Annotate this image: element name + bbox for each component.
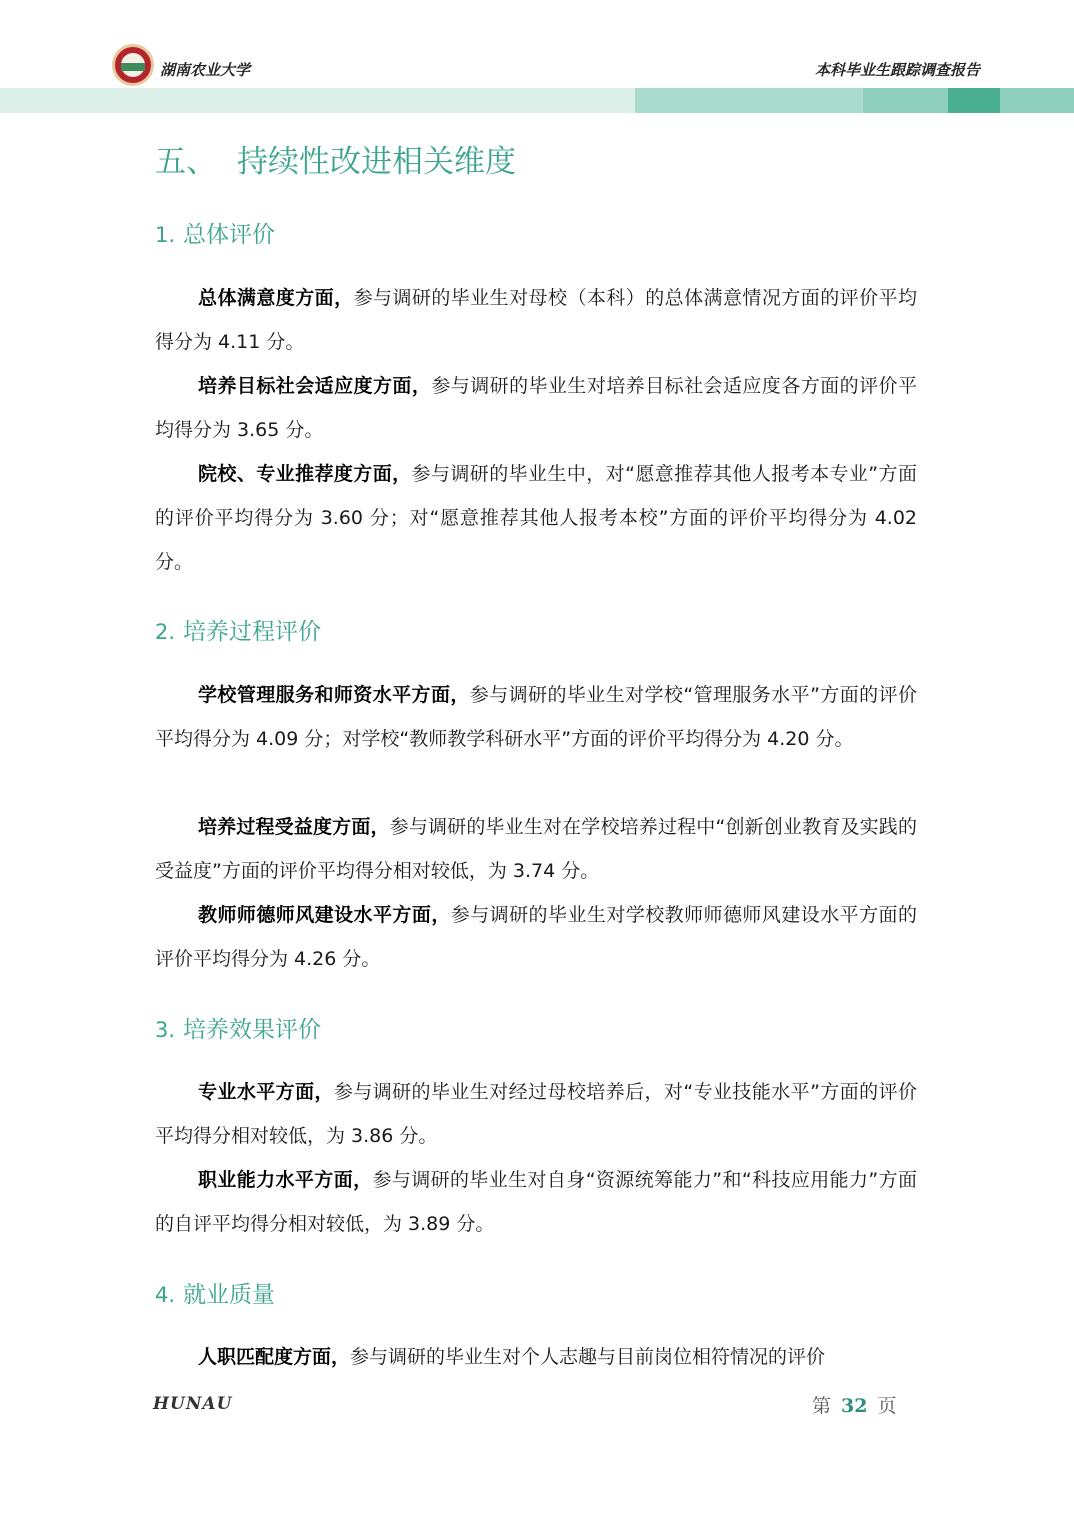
- header-band-end: [1000, 88, 1074, 113]
- paragraph: 培养过程受益度方面，参与调研的毕业生对在学校培养过程中“创新创业教育及实践的受益度”方面的评价平均得分相对较低，为 3.74 分。: [155, 816, 917, 882]
- university-seal-logo: [112, 44, 154, 86]
- subsection-heading-1: 1. 总体评价: [155, 222, 276, 248]
- page-number: 第 32 页: [812, 1395, 897, 1417]
- subsection-heading-4: 4. 就业质量: [155, 1282, 276, 1308]
- paragraph: 职业能力水平方面，参与调研的毕业生对自身“资源统筹能力”和“科技应用能力”方面的自评平均得分相对较低，为 3.89 分。: [155, 1169, 917, 1235]
- footer-brand-logo: HUNAU: [153, 1394, 233, 1414]
- section-heading: [155, 136, 516, 181]
- header-band-light: [0, 88, 635, 113]
- header-band-mid2: [863, 88, 948, 113]
- paragraph: 培养目标社会适应度方面，参与调研的毕业生对培养目标社会适应度各方面的评价平均得分为 3.65 分。: [155, 375, 917, 441]
- paragraph: 教师师德师风建设水平方面，参与调研的毕业生对学校教师师德师风建设水平方面的评价平均得分为 4.26 分。: [155, 904, 917, 970]
- report-title: 本科毕业生跟踪调查报告: [814, 61, 980, 79]
- section-title: 持续性改进相关维度: [237, 144, 516, 180]
- section-number: 五、: [155, 144, 217, 180]
- paragraph: 人职匹配度方面，参与调研的毕业生对个人志趣与目前岗位相符情况的评价: [198, 1346, 826, 1368]
- subsection-heading-2: 2. 培养过程评价: [155, 619, 322, 645]
- paragraph: 专业水平方面，参与调研的毕业生对经过母校培养后，对“专业技能水平”方面的评价平均得分相对较低，为 3.86 分。: [155, 1081, 917, 1147]
- university-name: 湖南农业大学: [160, 61, 251, 79]
- header-band-dark: [948, 88, 1000, 113]
- header-band-mid: [635, 88, 863, 113]
- paragraph: 院校、专业推荐度方面，参与调研的毕业生中，对“愿意推荐其他人报考本专业”方面的评价平均得分为 3.60 分；对“愿意推荐其他人报考本校”方面的评价平均得分为 4.02 分。: [155, 463, 917, 573]
- subsection-heading-3: 3. 培养效果评价: [155, 1017, 322, 1043]
- paragraph: 学校管理服务和师资水平方面，参与调研的毕业生对学校“管理服务水平”方面的评价平均得分为 4.09 分；对学校“教师教学科研水平”方面的评价平均得分为 4.20 分。: [155, 684, 917, 750]
- page-header: [0, 0, 1074, 115]
- paragraph: 总体满意度方面，参与调研的毕业生对母校（本科）的总体满意情况方面的评价平均得分为 4.11 分。: [155, 287, 917, 353]
